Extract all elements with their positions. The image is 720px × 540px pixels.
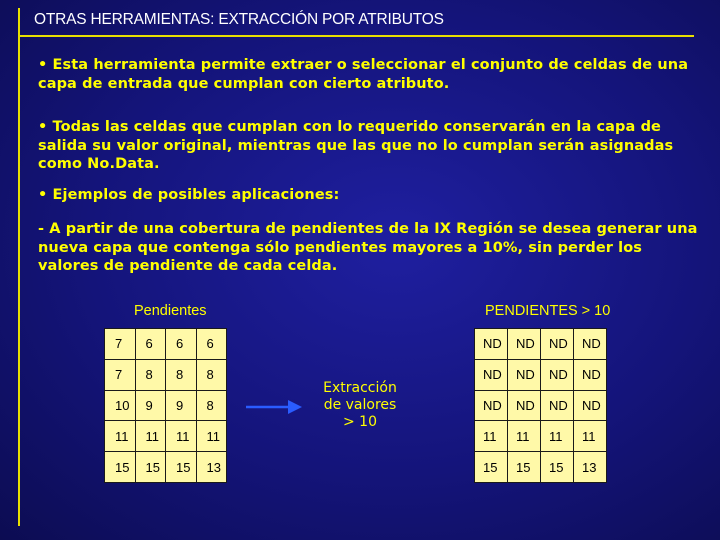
grid-cell: 9 (135, 390, 166, 421)
grid-cell: 11 (105, 421, 136, 452)
grid-cell: 13 (574, 452, 607, 483)
grid-cell: ND (541, 329, 574, 360)
grid-cell: ND (508, 329, 541, 360)
grid-cell: 15 (166, 452, 197, 483)
grid-cell: 6 (196, 329, 227, 360)
grid-cell: ND (475, 359, 508, 390)
grid-cell: 9 (166, 390, 197, 421)
paragraph-text: Todas las celdas que cumplan con lo requerido conservarán en la capa de salida su valor original, mientras que las que no lo cumplan serán asignadas como No.Data. (38, 119, 674, 173)
slide-title: OTRAS HERRAMIENTAS: EXTRACCIÓN POR ATRIBUTOS (34, 11, 444, 28)
grid-cell: 10 (105, 390, 136, 421)
grid-cell: 11 (541, 421, 574, 452)
input-grid (104, 328, 227, 483)
grid-cell: ND (475, 329, 508, 360)
grid-cell: ND (574, 359, 607, 390)
grid-cell: ND (475, 390, 508, 421)
grid-row (105, 421, 227, 452)
grid-cell: 15 (475, 452, 508, 483)
process-label-line-2: de valores (323, 397, 397, 413)
bullet-paragraph-1 (38, 56, 698, 93)
grid-cell: 11 (196, 421, 227, 452)
grid-cell: 8 (196, 390, 227, 421)
grid-row (475, 452, 607, 483)
grid-cell: 11 (508, 421, 541, 452)
grid-cell: 6 (166, 329, 197, 360)
grid-cell: ND (574, 329, 607, 360)
grid-cell: ND (508, 359, 541, 390)
input-grid-label: Pendientes (134, 303, 207, 319)
grid-cell: 8 (166, 359, 197, 390)
process-label-line-3: > 10 (343, 414, 377, 430)
grid-cell: 15 (508, 452, 541, 483)
grid-cell: 11 (475, 421, 508, 452)
grid-cell: 11 (574, 421, 607, 452)
bullet-icon: • (38, 119, 48, 135)
grid-cell: ND (541, 390, 574, 421)
grid-cell: 8 (196, 359, 227, 390)
grid-row (475, 359, 607, 390)
bullet-paragraph-2 (38, 118, 698, 174)
paragraph-text: Esta herramienta permite extraer o seleccionar el conjunto de celdas de una capa de entrada que cumplan con cierto atributo. (38, 57, 689, 92)
paragraph-text: Ejemplos de posibles aplicaciones: (52, 187, 340, 203)
arrow-right-icon (246, 397, 302, 417)
grid-cell: 15 (135, 452, 166, 483)
grid-cell: 7 (105, 329, 136, 360)
grid-cell: 7 (105, 359, 136, 390)
bullet-icon: • (38, 187, 48, 203)
grid-cell: 11 (135, 421, 166, 452)
horizontal-rule (18, 35, 694, 37)
grid-row (475, 421, 607, 452)
vertical-rule (18, 8, 20, 526)
process-label (300, 380, 420, 431)
grid-cell: 6 (135, 329, 166, 360)
grid-row (105, 390, 227, 421)
grid-cell: 15 (541, 452, 574, 483)
grid-cell: 15 (105, 452, 136, 483)
grid-row (105, 359, 227, 390)
output-grid (474, 328, 607, 483)
output-grid-label: PENDIENTES > 10 (485, 303, 611, 319)
grid-row (105, 452, 227, 483)
grid-cell: 8 (135, 359, 166, 390)
bullet-icon: • (38, 57, 48, 73)
grid-cell: 11 (166, 421, 197, 452)
grid-cell: 13 (196, 452, 227, 483)
grid-row (475, 329, 607, 360)
example-paragraph: - A partir de una cobertura de pendientes de la IX Región se desea generar una nueva capa que contenga sólo pendientes mayores a 10%, sin perder los valores de pendiente de cada celda. (38, 221, 698, 275)
process-label-line-1: Extracción (323, 380, 397, 396)
grid-row (105, 329, 227, 360)
bullet-paragraph-3 (38, 186, 698, 205)
grid-cell: ND (508, 390, 541, 421)
grid-cell: ND (541, 359, 574, 390)
grid-row (475, 390, 607, 421)
grid-cell: ND (574, 390, 607, 421)
